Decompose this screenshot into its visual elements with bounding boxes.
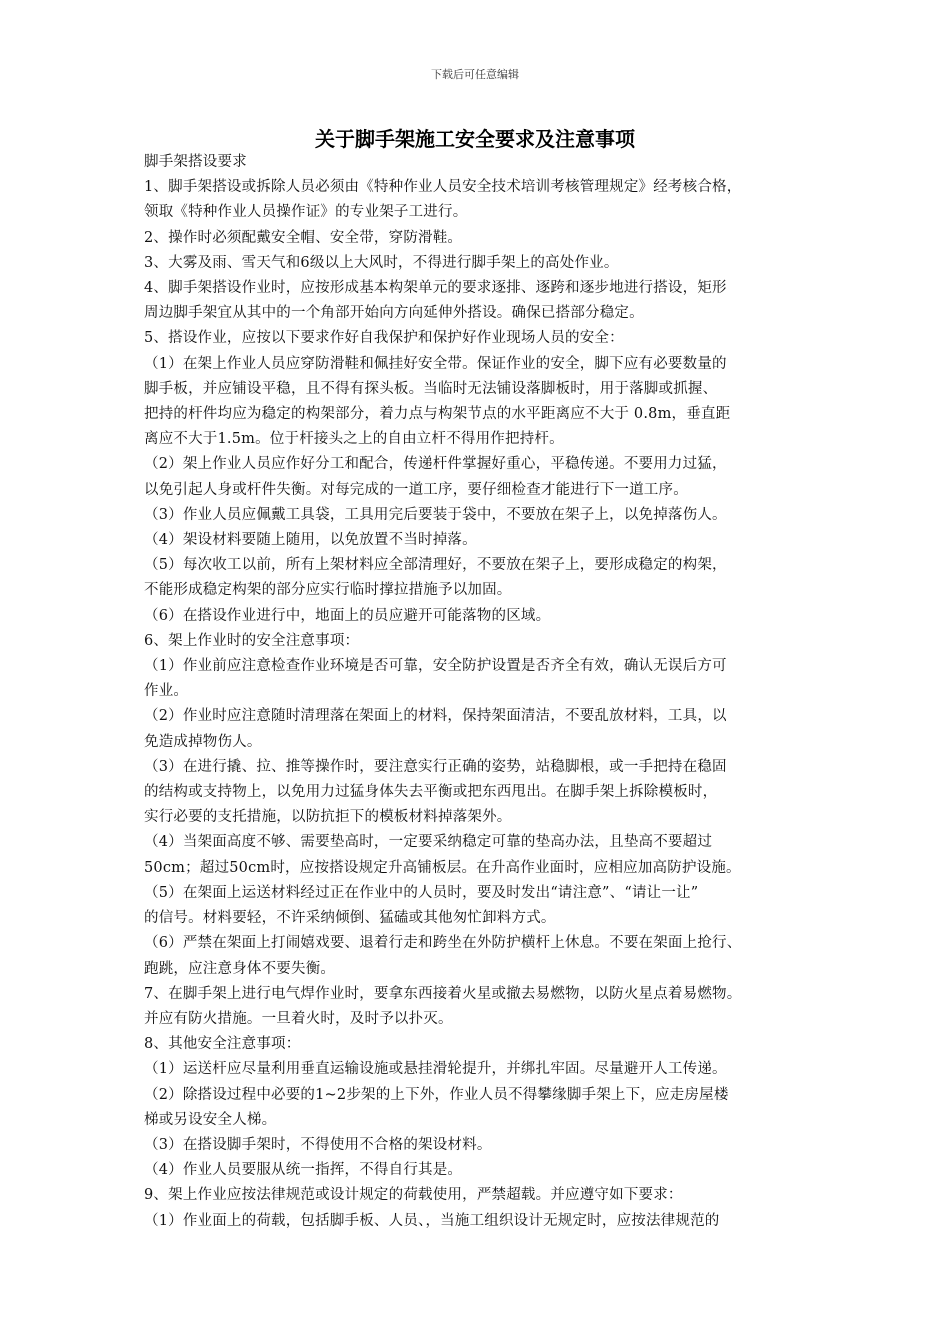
text-line: （5）在架面上运送材料经过正在作业中的人员时，要及时发出“请注意”、“请让一让” xyxy=(144,884,699,901)
text-line: 周边脚手架宜从其中的一个角部开始向方向延伸外搭设。确保已搭部分稳定。 xyxy=(144,305,644,322)
header-note: 下载后可任意编辑 xyxy=(431,68,519,81)
document-title: 关于脚手架施工安全要求及注意事项 xyxy=(315,127,635,151)
text-line: 梯或另设安全人梯。 xyxy=(144,1111,277,1128)
text-line: 作业。 xyxy=(144,683,189,700)
text-line: 4、脚手架搭设作业时，应按形成基本构架单元的要求逐排、逐跨和逐步地进行搭设，矩形 xyxy=(144,280,727,297)
text-line: 领取《特种作业人员操作证》的专业架子工进行。 xyxy=(144,204,468,221)
text-line: （3）在搭设脚手架时，不得使用不合格的架设材料。 xyxy=(144,1136,492,1153)
text-line: 并应有防火措施。一旦着火时，及时予以扑灭。 xyxy=(144,1010,453,1027)
text-line: 9、架上作业应按法律规范或设计规定的荷载使用，严禁超载。并应遵守如下要求： xyxy=(144,1187,683,1204)
text-line: （1）运送杆应尽量利用垂直运输设施或悬挂滑轮提升，并绑扎牢固。尽量避开人工传递。 xyxy=(144,1061,727,1078)
text-line: （4）作业人员要服从统一指挥，不得自行其是。 xyxy=(144,1162,463,1179)
text-line: （4）架设材料要随上随用，以免放置不当时掉落。 xyxy=(144,532,477,549)
text-line: （1）作业面上的荷载，包括脚手板、人员、，当施工组织设计无规定时，应按法律规范的 xyxy=(144,1212,720,1229)
text-line: （4）当架面高度不够、需要垫高时，一定要采纳稳定可靠的垫高办法，且垫高不要超过 xyxy=(144,834,713,851)
text-line: 2、操作时必须配戴安全帽、安全带，穿防滑鞋。 xyxy=(144,229,463,246)
text-line: 1、脚手架搭设或拆除人员必须由《特种作业人员安全技术培训考核管理规定》经考核合格， xyxy=(144,179,742,196)
text-line: 的结构或支持物上，以免用力过猛身体失去平衡或把东西甩出。在脚手架上拆除模板时， xyxy=(144,784,718,801)
text-line: 8、其他安全注意事项： xyxy=(144,1036,301,1053)
text-line: 不能形成稳定构架的部分应实行临时撑拉措施予以加固。 xyxy=(144,582,512,599)
text-line: 脚手架搭设要求 xyxy=(144,154,247,170)
text-line: 50cm；超过50cm时，应按搭设规定升高铺板层。在升高作业面时，应相应加高防护设施。 xyxy=(144,859,741,876)
text-line: （3）作业人员应佩戴工具袋，工具用完后要装于袋中，不要放在架子上，以免掉落伤人。 xyxy=(144,506,727,523)
text-line: （5）每次收工以前，所有上架材料应全部清理好，不要放在架子上，要形成稳定的构架， xyxy=(144,557,727,574)
text-line: 3、大雾及雨、雪天气和6级以上大风时，不得进行脚手架上的高处作业。 xyxy=(144,254,619,271)
text-line: 7、在脚手架上进行电气焊作业时，要拿东西接着火星或撤去易燃物，以防火星点着易燃物。 xyxy=(144,985,742,1002)
text-line: 脚手板，并应铺设平稳，且不得有探头板。当临时无法铺设落脚板时，用于落脚或抓握、 xyxy=(144,380,718,397)
text-line: 实行必要的支托措施，以防抗拒下的模板材料掉落架外。 xyxy=(144,809,512,826)
document-body xyxy=(144,150,820,1234)
text-line: （6）在搭设作业进行中，地面上的员应避开可能落物的区域。 xyxy=(144,607,551,624)
text-line: 免造成掉物伤人。 xyxy=(144,733,262,750)
text-line: 跑跳，应注意身体不要失衡。 xyxy=(144,960,336,977)
text-line: （2）架上作业人员应作好分工和配合，传递杆件掌握好重心，平稳传递。不要用力过猛， xyxy=(144,456,727,473)
text-line: （3）在进行撬、拉、推等操作时，要注意实行正确的姿势，站稳脚根，或一手把持在稳固 xyxy=(144,758,727,775)
text-line: 以免引起人身或杆件失衡。对每完成的一道工序，要仔细检查才能进行下一道工序。 xyxy=(144,481,688,498)
text-line: （6）严禁在架面上打闹嬉戏要、退着行走和跨坐在外防护横杆上休息。不要在架面上抢行、 xyxy=(144,935,742,952)
text-line: 5、搭设作业，应按以下要求作好自我保护和保护好作业现场人员的安全： xyxy=(144,330,624,347)
text-line: （2）作业时应注意随时清理落在架面上的材料，保持架面清洁，不要乱放材料，工具，以 xyxy=(144,708,727,725)
text-line: （1）在架上作业人员应穿防滑鞋和佩挂好安全带。保证作业的安全，脚下应有必要数量的 xyxy=(144,355,727,372)
text-line: 把持的杆件均应为稳定的构架部分，着力点与构架节点的水平距离应不大于 0.8m，垂直距 xyxy=(144,406,731,423)
text-line: 的信号。材料要轻，不许采纳倾倒、猛磕或其他匆忙卸料方式。 xyxy=(144,910,556,927)
text-line: 离应不大于1.5m。位于杆接头之上的自由立杆不得用作把持杆。 xyxy=(144,431,564,448)
text-line: 6、架上作业时的安全注意事项： xyxy=(144,632,360,649)
text-line: （2）除搭设过程中必要的1~2步架的上下外，作业人员不得攀缘脚手架上下，应走房屋楼 xyxy=(144,1086,729,1103)
text-line: （1）作业前应注意检查作业环境是否可靠，安全防护设置是否齐全有效，确认无误后方可 xyxy=(144,658,727,675)
